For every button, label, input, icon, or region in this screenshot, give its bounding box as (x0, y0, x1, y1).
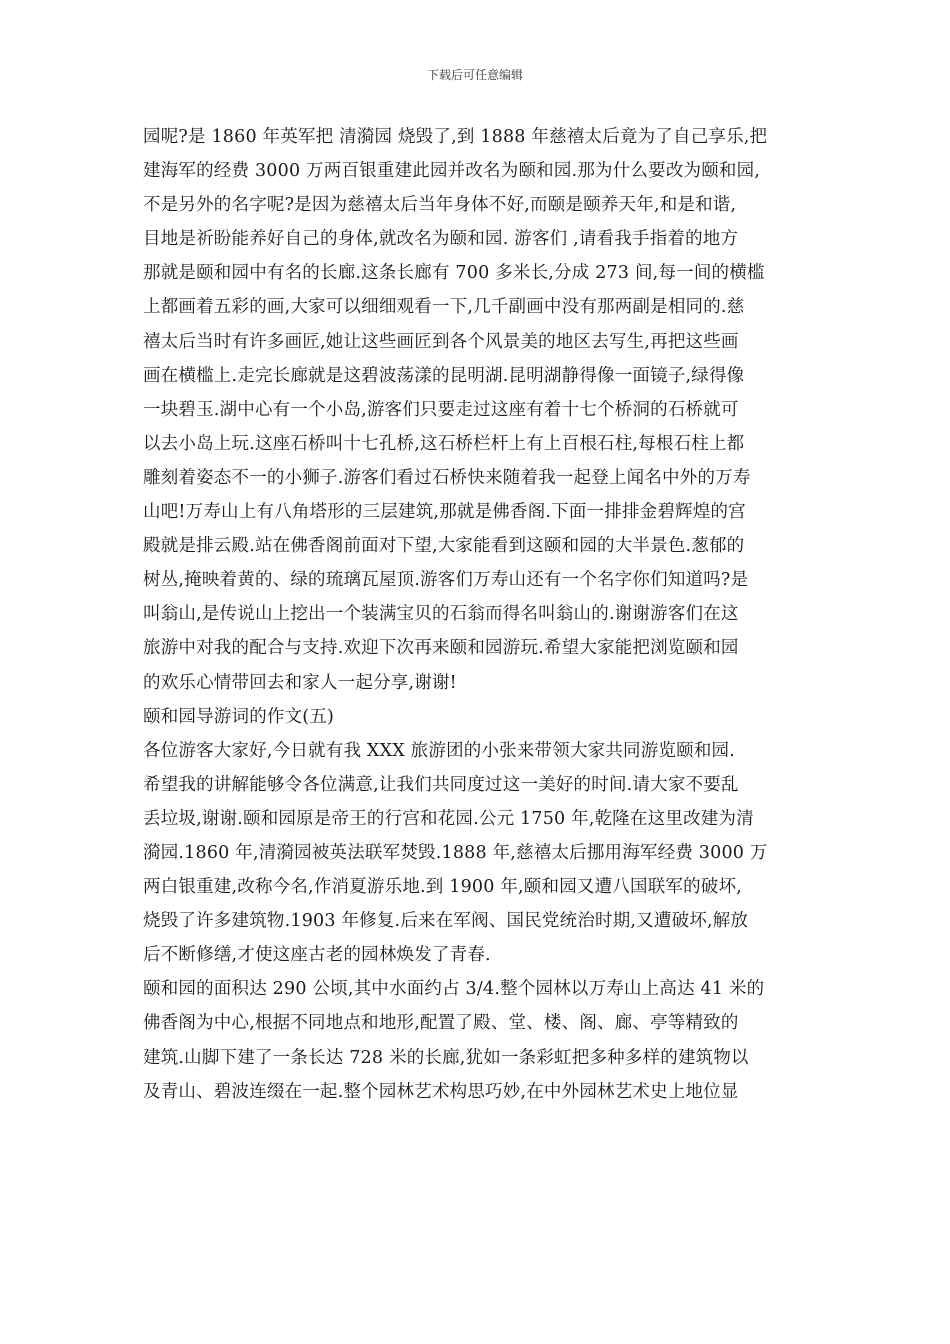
text-line: 上都画着五彩的画,大家可以细细观看一下,几千副画中没有那两副是相同的.慈 (143, 297, 745, 318)
document-body (143, 120, 813, 1109)
text-line: 丢垃圾,谢谢.颐和园原是帝王的行宫和花园.公元 1750 年,乾隆在这里改建为清 (143, 808, 754, 829)
text-line: 不是另外的名字呢?是因为慈禧太后当年身体不好,而颐是颐养天年,和是和谐, (143, 195, 737, 216)
text-line: 颐和园的面积达 290 公顷,其中水面约占 3/4.整个园林以万寿山上高达 41 米的 (143, 979, 765, 1000)
text-line: 的欢乐心情带回去和家人一起分享,谢谢! (143, 672, 457, 693)
text-line: 漪园.1860 年,清漪园被英法联军焚毁.1888 年,慈禧太后挪用海军经费 3000 万 (143, 842, 768, 863)
text-line: 烧毁了许多建筑物.1903 年修复.后来在军阀、国民党统治时期,又遭破坏,解放 (143, 911, 749, 932)
text-line: 希望我的讲解能够令各位满意,让我们共同度过这一美好的时间.请大家不要乱 (143, 774, 739, 795)
text-line: 山吧!万寿山上有八角塔形的三层建筑,那就是佛香阁.下面一排排金碧辉煌的宫 (143, 502, 746, 523)
text-line: 树丛,掩映着黄的、绿的琉璃瓦屋顶.游客们万寿山还有一个名字你们知道吗?是 (143, 570, 749, 591)
text-line: 及青山、碧波连缀在一起.整个园林艺术构思巧妙,在中外园林艺术史上地位显 (143, 1081, 739, 1102)
text-line: 那就是颐和园中有名的长廊.这条长廊有 700 多米长,分成 273 间,每一间的横槛 (143, 263, 765, 284)
text-line: 建筑.山脚下建了一条长达 728 米的长廊,犹如一条彩虹把多种多样的建筑物以 (143, 1047, 749, 1068)
text-line: 叫翁山,是传说山上挖出一个装满宝贝的石翁而得名叫翁山的.谢谢游客们在这 (143, 604, 739, 625)
text-line: 两白银重建,改称今名,作消夏游乐地.到 1900 年,颐和园又遭八国联军的破坏, (143, 877, 742, 898)
section-heading: 颐和园导游词的作文(五) (143, 706, 335, 727)
text-line: 目地是祈盼能养好自己的身体,就改名为颐和园. 游客们 ,请看我手指着的地方 (143, 229, 739, 250)
text-line: 一块碧玉.湖中心有一个小岛,游客们只要走过这座有着十七个桥洞的石桥就可 (143, 399, 739, 420)
page-header: 下载后可任意编辑 (426, 68, 523, 82)
text-line: 雕刻着姿态不一的小狮子.游客们看过石桥快来随着我一起登上闻名中外的万寿 (143, 467, 751, 488)
text-line: 殿就是排云殿.站在佛香阁前面对下望,大家能看到这颐和园的大半景色.葱郁的 (143, 536, 745, 557)
text-line: 佛香阁为中心,根据不同地点和地形,配置了殿、堂、楼、阁、廊、亭等精致的 (143, 1013, 739, 1034)
text-line: 禧太后当时有许多画匠,她让这些画匠到各个风景美的地区去写生,再把这些画 (143, 331, 739, 352)
text-line: 后不断修缮,才使这座古老的园林焕发了青春. (143, 945, 491, 966)
text-line: 各位游客大家好,今日就有我 XXX 旅游团的小张来带领大家共同游览颐和园. (143, 740, 736, 761)
text-line: 以去小岛上玩.这座石桥叫十七孔桥,这石桥栏杆上有上百根石柱,每根石柱上都 (143, 433, 745, 454)
text-line: 建海军的经费 3000 万两百银重建此园并改名为颐和园.那为什么要改为颐和园, (143, 161, 761, 182)
text-line: 园呢?是 1860 年英军把 清漪园 烧毁了,到 1888 年慈禧太后竟为了自己享乐,把 (143, 127, 768, 147)
text-line: 画在横槛上.走完长廊就是这碧波荡漾的昆明湖.昆明湖静得像一面镜子,绿得像 (143, 365, 745, 386)
text-line: 旅游中对我的配合与支持.欢迎下次再来颐和园游玩.希望大家能把浏览颐和园 (143, 638, 739, 659)
